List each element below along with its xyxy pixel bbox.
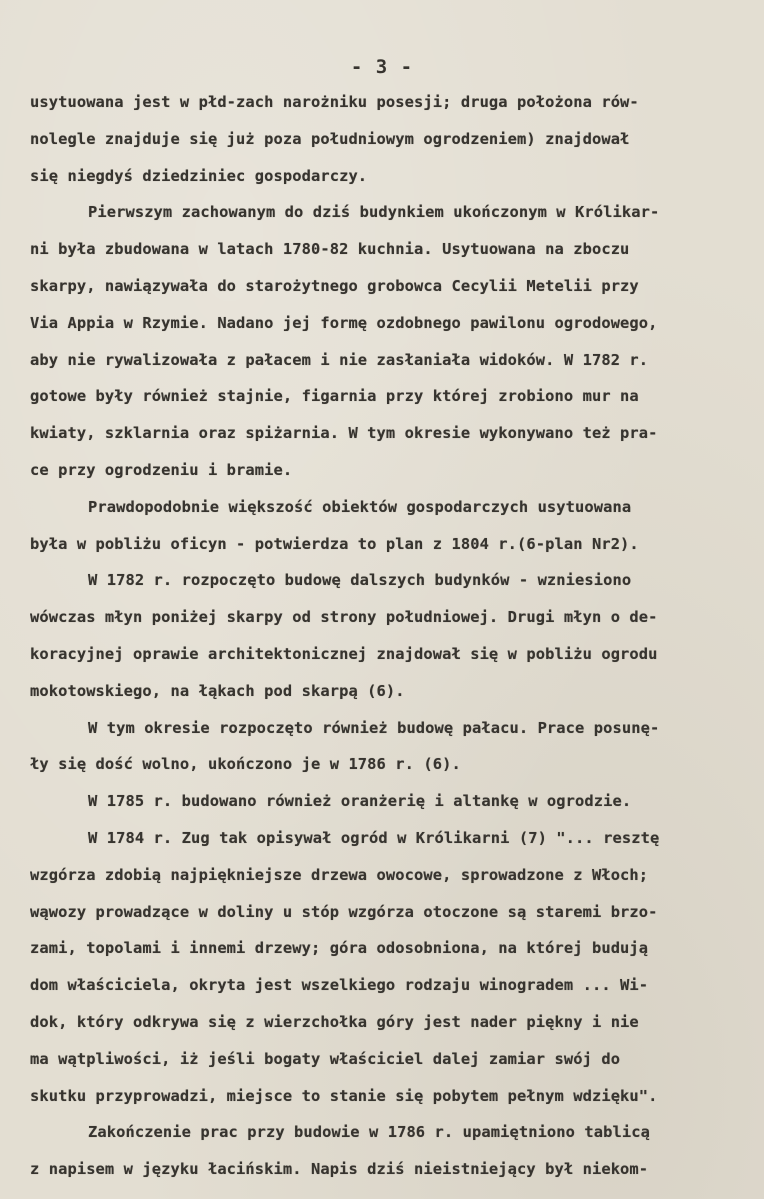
text-line: z napisem w języku łacińskim. Napis dziś nieistniejący był niekom- [30,1160,649,1179]
text-line: mokotowskiego, na łąkach pod skarpą (6). [30,681,405,700]
text-line: ce przy ogrodzeniu i bramie. [30,460,293,479]
text-line: kwiaty, szklarnia oraz spiżarnia. W tym okresie wykonywano też pra- [30,424,658,443]
text-line: wzgórza zdobią najpiękniejsze drzewa owocowe, sprowadzone z Włoch; [30,865,649,884]
text-line: Zakończenie prac przy budowie w 1786 r. upamiętniono tablicą [88,1123,650,1142]
text-line: Prawdopodobnie większość obiektów gospodarczych usytuowana [88,497,632,516]
text-line: skutku przyprowadzi, miejsce to stanie się pobytem pełnym wdzięku". [30,1086,658,1105]
text-line: Pierwszym zachowanym do dziś budynkiem ukończonym w Królikar- [88,203,660,222]
text-line: wąwozy prowadzące w doliny u stóp wzgórza otoczone są staremi brzo- [30,902,658,921]
text-line: koracyjnej oprawie architektonicznej znajdował się w pobliżu ogrodu [30,644,658,663]
text-line: zami, topolami i innemi drzewy; góra odosobniona, na której budują [30,939,649,958]
text-line: ni była zbudowana w latach 1780-82 kuchnia. Usytuowana na zboczu [30,240,630,259]
text-line: była w pobliżu oficyn - potwierdza to plan z 1804 r.(6-plan Nr2). [30,534,639,553]
text-line: dok, który odkrywa się z wierzchołka góry jest nader piękny i nie [30,1012,639,1031]
text-line: W 1784 r. Zug tak opisywał ogród w Królikarni (7) "... resztę [88,828,660,847]
text-line: gotowe były również stajnie, figarnia przy której zrobiono mur na [30,387,639,406]
text-line: ły się dość wolno, ukończono je w 1786 r. (6). [30,755,461,774]
text-line: Via Appia w Rzymie. Nadano jej formę ozdobnego pawilonu ogrodowego, [30,313,658,332]
text-line: aby nie rywalizowała z pałacem i nie zasłaniała widoków. W 1782 r. [30,350,649,369]
text-line: wówczas młyn poniżej skarpy od strony południowej. Drugi młyn o de- [30,608,658,627]
text-line: się niegdyś dziedziniec gospodarczy. [30,166,368,185]
text-line: dom właściciela, okryta jest wszelkiego rodzaju winogradem ... Wi- [30,976,649,995]
text-line: usytuowana jest w płd-zach narożniku posesji; druga położona rów- [30,93,639,111]
page-number: - 3 - [350,56,414,78]
body-text [30,84,742,1188]
text-line: nolegle znajduje się już poza południowym ogrodzeniem) znajdował [30,129,630,148]
text-line: ma wątpliwości, iż jeśli bogaty właściciel dalej zamiar swój do [30,1049,621,1068]
text-line: W 1782 r. rozpoczęto budowę dalszych budynków - wzniesiono [88,571,632,590]
text-line: W 1785 r. budowano również oranżerię i altankę w ogrodzie. [88,792,632,811]
text-line: W tym okresie rozpoczęto również budowę pałacu. Prace posunę- [88,718,660,737]
text-line: skarpy, nawiązywała do starożytnego grobowca Cecylii Metelii przy [30,276,639,295]
